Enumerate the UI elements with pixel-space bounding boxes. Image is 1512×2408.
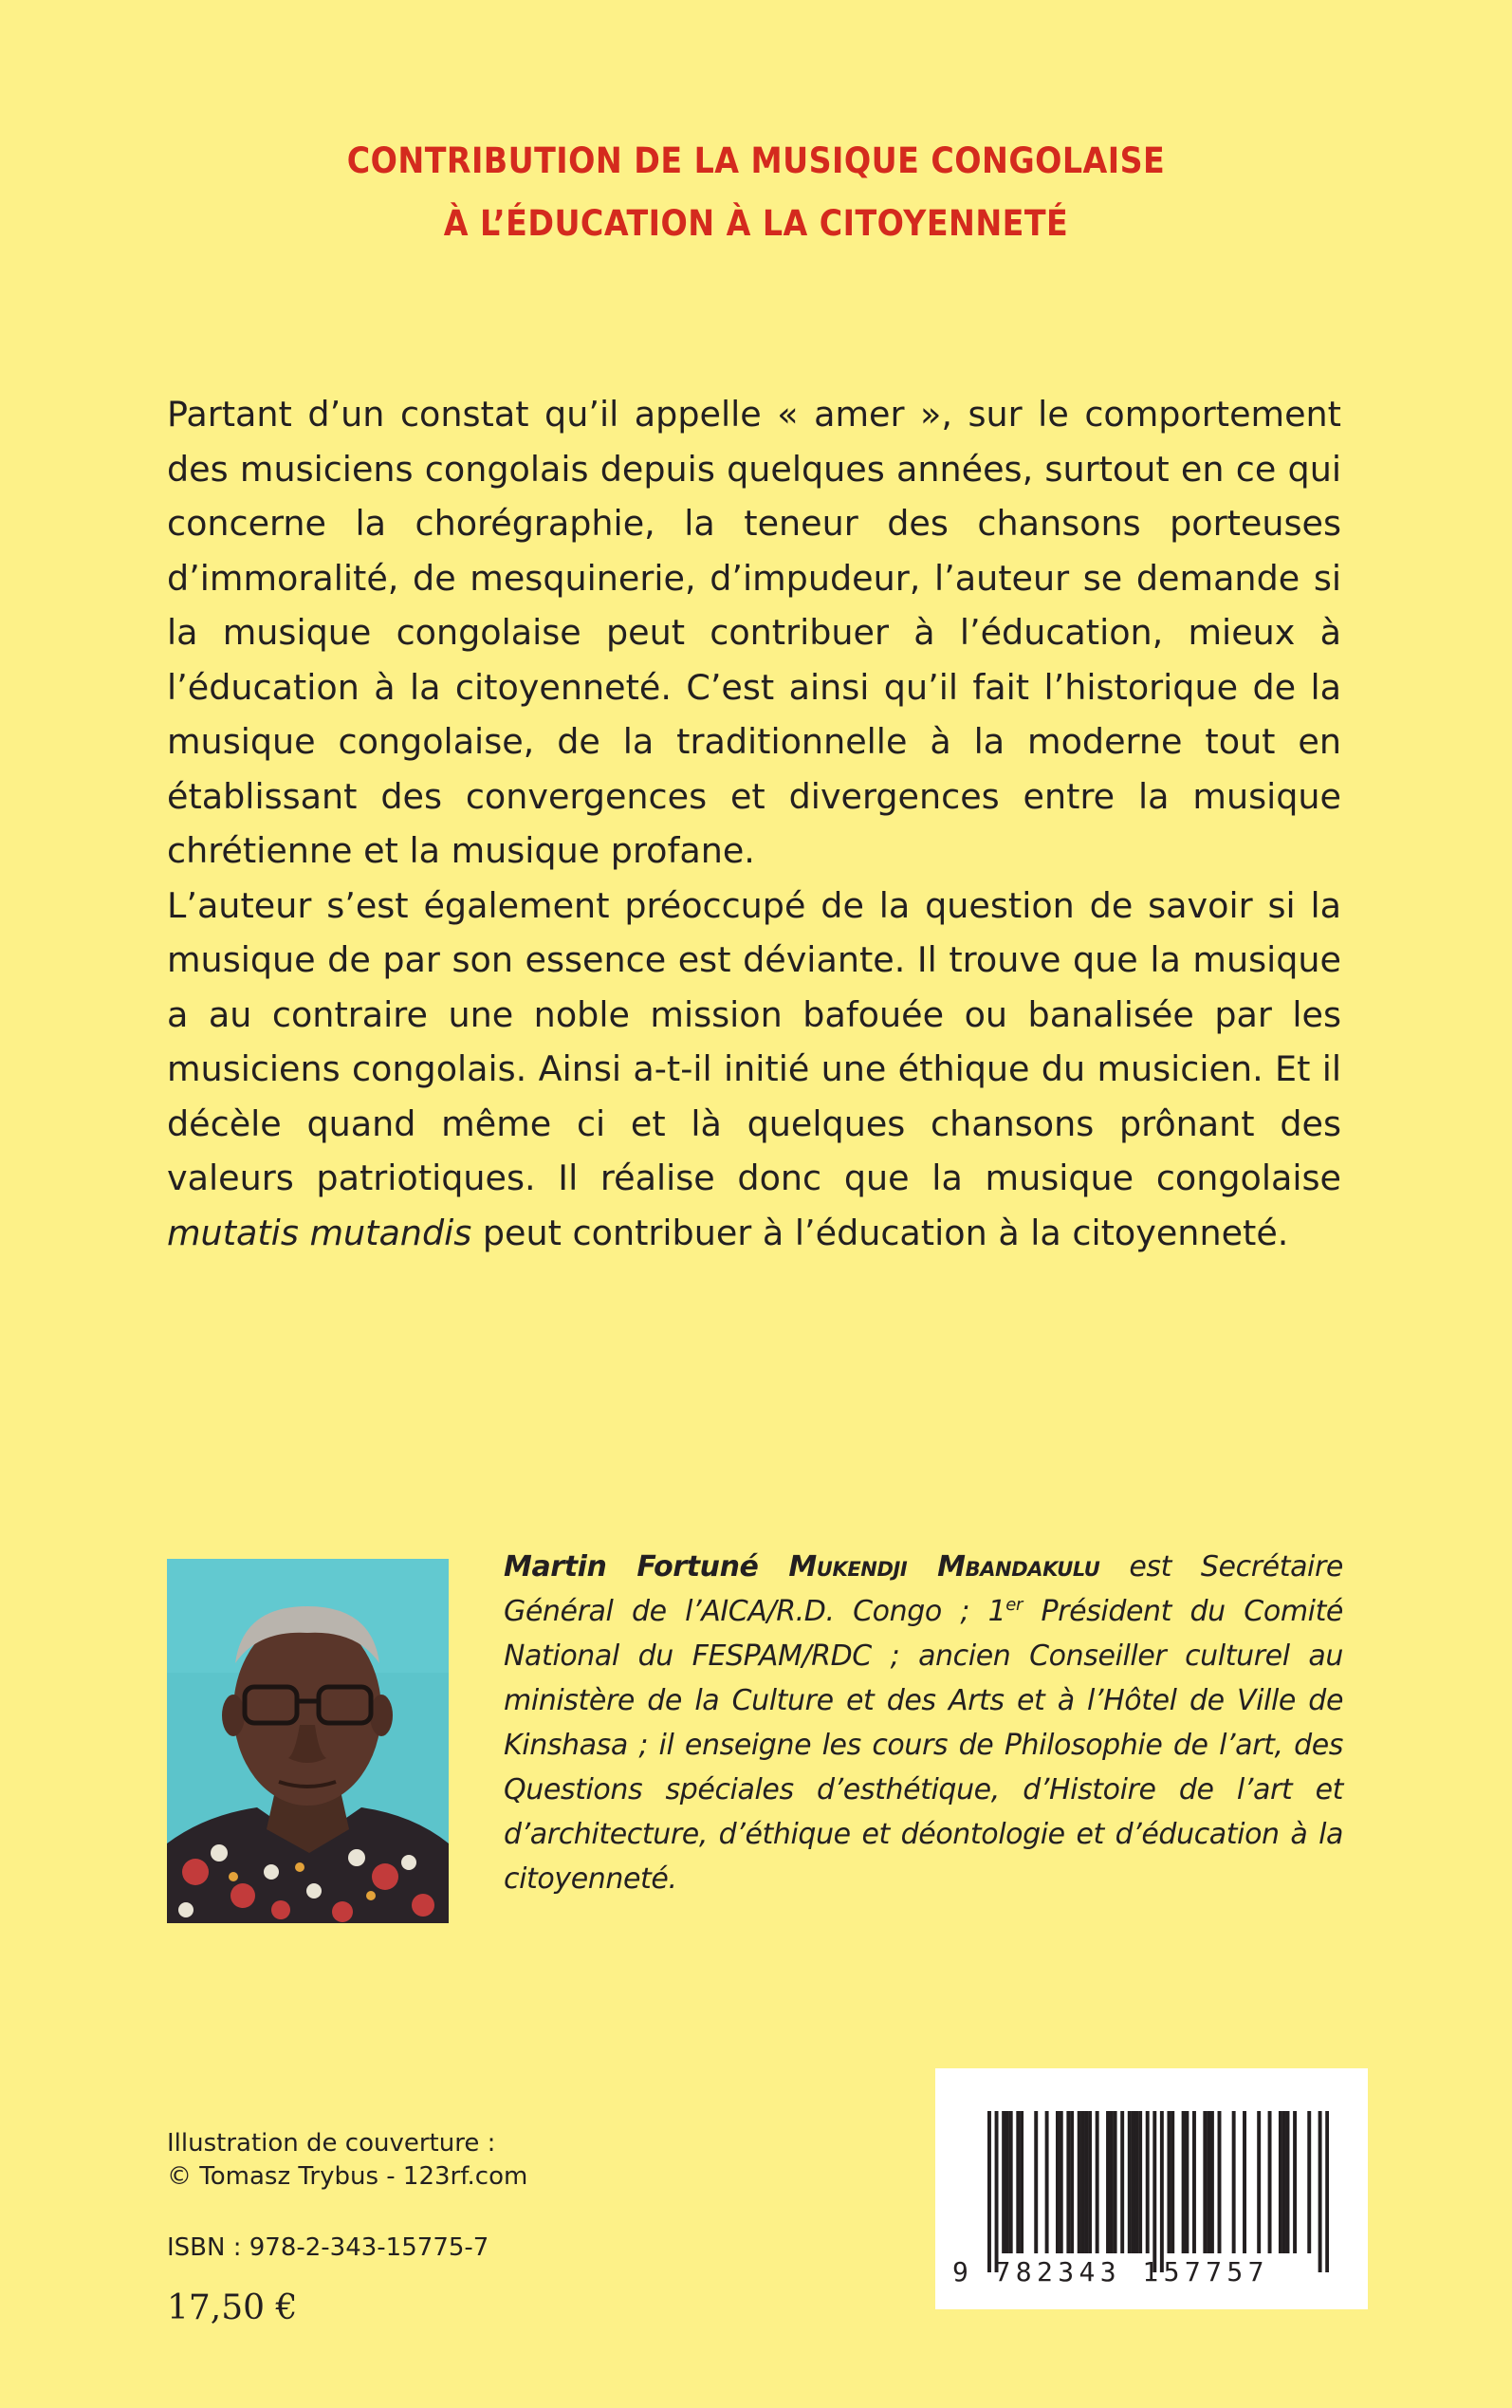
barcode-bar [1128, 2111, 1132, 2253]
barcode-bar [1084, 2111, 1088, 2253]
barcode-bar [1066, 2111, 1070, 2253]
barcode-bar [1114, 2111, 1117, 2253]
barcode-bar [1282, 2111, 1286, 2253]
barcode-bar [1120, 2111, 1124, 2253]
barcode-bar [1034, 2111, 1038, 2253]
barcode-bar [1160, 2111, 1164, 2272]
barcode-bar [987, 2111, 991, 2272]
barcode-box [935, 2068, 1368, 2309]
barcode-bar [1203, 2111, 1207, 2253]
barcode-bar [1110, 2111, 1114, 2253]
illustration-label: Illustration de couverture : [167, 2129, 496, 2158]
barcode-digits: 9 782343 157757 [952, 2256, 1269, 2288]
illustration-credit: © Tomasz Trybus - 123rf.com [167, 2162, 528, 2191]
author-first-name: Martin Fortuné [504, 1550, 789, 1584]
book-summary [167, 387, 1341, 1260]
summary-p2-part-a: L’auteur s’est également préoccupé de la question de savoir si la musique de par son essence est déviante. Il trouve que la musique a au contraire une noble mission bafouée ou banalisée par les musiciens congolais. Ainsi a-t-il initié une éthique du musicien. Et il décèle quand même ci et là quelques chansons prônant des valeurs patriotiques. Il réalise donc que la musique congolaise [167, 884, 1341, 1198]
barcode-icon [987, 2111, 1329, 2272]
author-last-name: Mukendji Mbandakulu [788, 1550, 1100, 1584]
barcode-bar [1005, 2111, 1009, 2253]
barcode-bar [1243, 2111, 1246, 2253]
title-line-1: CONTRIBUTION DE LA MUSIQUE CONGOLAISE [346, 140, 1166, 181]
barcode-bar [1070, 2111, 1074, 2253]
barcode-bar [1210, 2111, 1214, 2253]
author-biography [504, 1545, 1343, 1901]
barcode-bar [995, 2111, 999, 2272]
barcode-bar [1152, 2111, 1156, 2272]
barcode-bar [1286, 2111, 1290, 2253]
title-line-2: À L’ÉDUCATION À LA CITOYENNETÉ [443, 203, 1069, 244]
cover-credits [167, 2127, 527, 2194]
barcode-bar [1146, 2111, 1150, 2253]
barcode-bar [1081, 2111, 1085, 2253]
isbn-text: ISBN : 978-2-343-15775-7 [167, 2233, 489, 2262]
barcode-bar [1009, 2111, 1013, 2253]
barcode-bar [1257, 2111, 1261, 2253]
barcode-bar [1279, 2111, 1282, 2253]
barcode-bar [1020, 2111, 1023, 2253]
barcode-bar [1056, 2111, 1060, 2253]
barcode-bar [1078, 2111, 1081, 2253]
barcode-bar [1016, 2111, 1020, 2253]
summary-p2-part-b: peut contribuer à l’éducation à la citoyenneté. [471, 1212, 1289, 1253]
author-photo [167, 1559, 449, 1923]
barcode-bar [1045, 2111, 1049, 2253]
summary-paragraph-2 [167, 879, 1341, 1261]
barcode-bar [1232, 2111, 1236, 2253]
barcode-bar [1171, 2111, 1174, 2253]
barcode-bar [1325, 2111, 1329, 2272]
barcode-bar [1307, 2111, 1311, 2253]
price-text: 17,50 € [167, 2288, 298, 2327]
summary-latin-phrase: mutatis mutandis [167, 1212, 472, 1253]
barcode-bar [1167, 2111, 1171, 2253]
barcode-bar [1002, 2111, 1005, 2253]
barcode-bar [1185, 2111, 1189, 2253]
barcode-bar [1096, 2111, 1099, 2253]
barcode-bar [1318, 2111, 1322, 2272]
barcode-bar [1182, 2111, 1186, 2253]
barcode-bar [1060, 2111, 1063, 2253]
barcode-bar [1192, 2111, 1196, 2253]
barcode-bar [1268, 2111, 1272, 2253]
barcode-bar [1207, 2111, 1210, 2253]
book-title [76, 130, 1437, 255]
barcode-bar [1132, 2111, 1135, 2253]
barcode-bar [1134, 2111, 1138, 2253]
bio-part-1: est Secrétaire Général de l’AICA/R.D. Congo ; 1 [504, 1550, 1343, 1628]
bio-part-2: Président du Comité National du FESPAM/RDC ; ancien Conseiller culturel au ministère de la Culture et des Arts et à l’Hôtel de Ville de Kinshasa ; il enseigne les cours de Philosophie de l’art, des Questions spéciales d’esthétique, d’Histoire de l’art et d’architecture, d’éthique et déontologie et d’éducation à la citoyenneté. [504, 1595, 1343, 1896]
barcode-bar [1088, 2111, 1092, 2253]
bio-superscript: er [1005, 1595, 1023, 1615]
summary-paragraph-1: Partant d’un constat qu’il appelle « amer », sur le comportement des musiciens congolais depuis quelques années, surtout en ce qui concerne la chorégraphie, la teneur des chansons porteuses d’immoralité, de mesquinerie, d’impudeur, l’auteur se demande si la musique congolaise peut contribuer à l’éducation, mieux à l’éducation à la citoyenneté. C’est ainsi qu’il fait l’historique de la musique congolaise, de la traditionnelle à la moderne tout en établissant des convergences et divergences entre la musique chrétienne et la musique profane. [167, 394, 1341, 871]
barcode-bar [1293, 2111, 1297, 2253]
barcode-bar [1106, 2111, 1110, 2253]
barcode-bar [1138, 2111, 1142, 2253]
barcode-bar [1218, 2111, 1222, 2253]
